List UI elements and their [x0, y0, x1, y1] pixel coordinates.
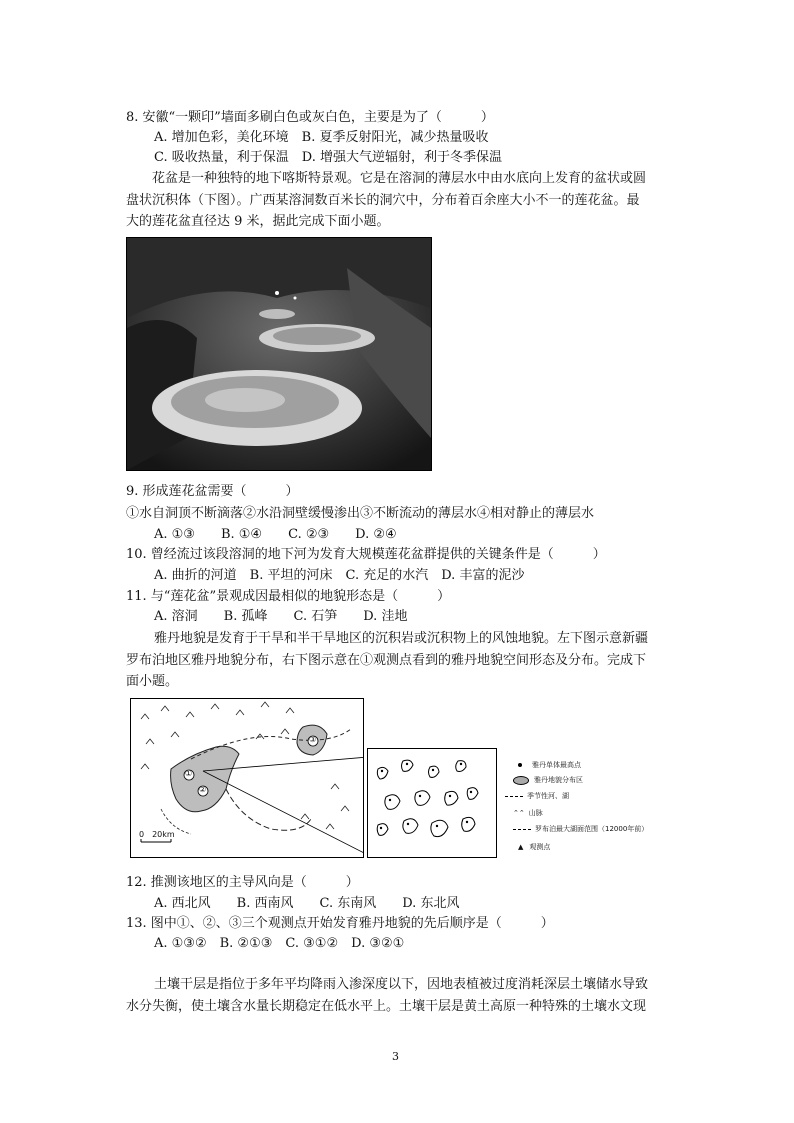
yardang-intro-line-1: 雅丹地貌是发育于干旱和半干旱地区的沉积岩或沉积物上的风蚀地貌。左下图示意新疆: [154, 631, 649, 646]
q8-options-cd: C. 吸收热量，利于保温 D. 增强大气逆辐射，利于冬季保温: [154, 150, 502, 165]
point-3-label: ③: [309, 735, 317, 744]
lotus-basin-photo: [126, 237, 432, 471]
q8-stem: 8. 安徽“一颗印”墙面多刷白色或灰白色，主要是为了（ ）: [126, 110, 494, 125]
q8-options-ab: A. 增加色彩，美化环境 B. 夏季反射阳光，减少热量吸收: [154, 130, 489, 145]
legend-item-observation-point: ▲ 观测点: [518, 843, 551, 851]
q13-stem: 13. 图中①、②、③三个观测点开始发育雅丹地貌的先后顺序是（ ）: [126, 916, 554, 931]
q10-options: A. 曲折的河道 B. 平坦的河床 C. 充足的水汽 D. 丰富的泥沙: [154, 568, 525, 583]
q12-options: A. 西北风 B. 西南风 C. 东南风 D. 东北风: [154, 896, 460, 911]
dot-icon: [518, 763, 522, 767]
page-number: 3: [392, 1050, 399, 1063]
lop-nur-map: [130, 698, 364, 858]
legend-item-seasonal-river: 季节性河、湖: [505, 791, 569, 801]
q12-stem: 12. 推测该地区的主导风向是（ ）: [126, 875, 359, 890]
mountain-icon: ⌃⌃: [513, 809, 525, 817]
triangle-icon: ▲: [518, 843, 524, 851]
map-scale: 0 20km: [139, 830, 175, 839]
yardang-intro-line-2: 罗布泊地区雅丹地貌分布，右下图示意在①观测点看到的雅丹地貌空间形态及分布。完成下: [126, 653, 647, 668]
q9-conditions: ①水自洞顶不断滴落②水沿洞壁缓慢渗出③不断流动的薄层水④相对静止的薄层水: [126, 506, 595, 521]
ellipse-icon: [513, 776, 529, 785]
yardang-intro-line-3: 面小题。: [126, 674, 179, 689]
soil-intro-line-2: 水分失衡，使土壤含水量长期稳定在低水平上。土壤干层是黄土高原一种特殊的土壤水文现: [126, 999, 647, 1014]
q10-stem: 10. 曾经流过该段溶洞的地下河为发育大规模莲花盆群提供的关键条件是（ ）: [126, 547, 606, 562]
legend-item-mountain: ⌃⌃ 山脉: [513, 809, 543, 817]
mountain-icon: [141, 702, 349, 829]
legend-item-highest-point: 雅丹单体最高点: [518, 760, 581, 770]
q9-stem: 9. 形成莲花盆需要（ ）: [126, 484, 299, 499]
legend-item-yardang-area: 雅丹地貌分布区: [513, 775, 583, 785]
legend-item-lake-extent: 罗布泊最大湖面范围（12000年前）: [513, 824, 648, 834]
yardang-area-main: [171, 746, 239, 811]
dashed-river-icon: [505, 796, 523, 797]
soil-intro-line-1: 土壤干层是指位于多年平均降雨入渗深度以下，因地表植被过度消耗深层土壤储水导致: [154, 977, 649, 992]
q9-options: A. ①③ B. ①④ C. ②③ D. ②④: [154, 527, 397, 542]
dashed-line-icon: [513, 829, 531, 830]
lotus-intro-line-2: 盘状沉积体（下图）。广西某溶洞数百米长的洞穴中，分布着百余座大小不一的莲花盆。最: [126, 193, 640, 208]
lotus-intro-line-1: 花盆是一种独特的地下喀斯特景观。它是在溶洞的薄层水中由水底向上发育的盆状或圆: [152, 171, 647, 186]
point-2-label: ②: [199, 785, 207, 794]
q11-stem: 11. 与“莲花盆”景观成因最相似的地貌形态是（ ）: [126, 589, 451, 604]
q11-options: A. 溶洞 B. 孤峰 C. 石笋 D. 洼地: [154, 609, 408, 624]
yardang-detail-map: [367, 748, 497, 858]
point-1-label: ①: [185, 769, 193, 778]
lotus-intro-line-3: 大的莲花盆直径达 9 米，据此完成下面小题。: [126, 214, 390, 229]
q13-options: A. ①③② B. ②①③ C. ③①② D. ③②①: [154, 936, 405, 951]
